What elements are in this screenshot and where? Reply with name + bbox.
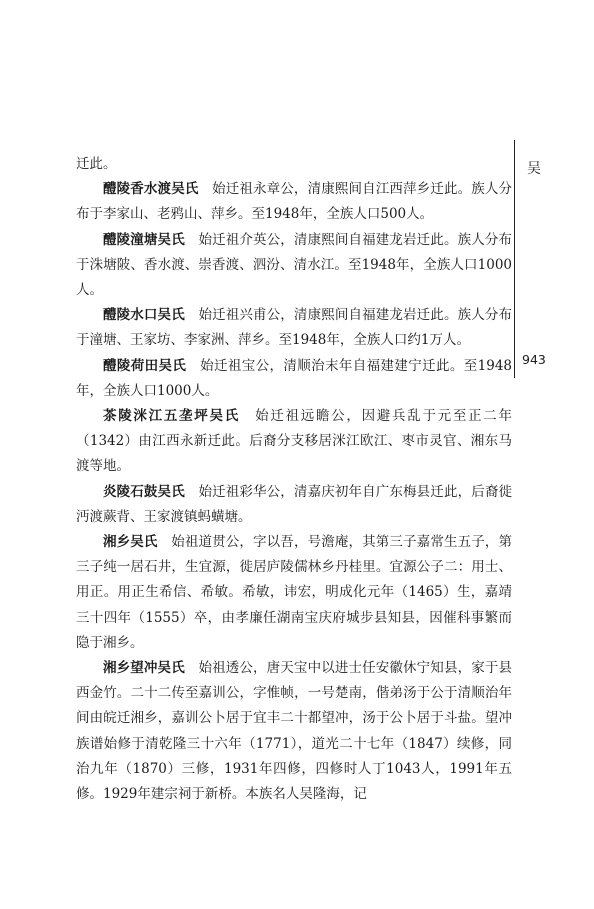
entry-heading: 醴陵香水渡吴氏 [103,181,199,198]
main-text [76,152,512,807]
entry-body: 始迁祖兴甫公，清康熙间自福建龙岩迁此。族人分布于潼塘、王家坊、李家洲、萍乡。至1948年，全族人口约1万人。 [76,307,512,349]
entry-heading: 醴陵水口吴氏 [103,307,185,324]
entry-body: 始祖透公，唐天宝中以进士任安徽休宁知县，家于县西金竹。二十二传至嘉训公，字惟帧，一号楚南，偕弟汤于公于清顺治年间由皖迁湘乡，嘉训公卜居于宜丰二十都望冲，汤于公卜居于斗盐。望冲族谱始修于清乾隆三十六年（1771），道光二十七年（1847）续修，同治九年（1870）三修，1931年四修，四修时人丁1043人，1991年五修。1929年建宗祠于新桥。本族名人吴隆海，记 [76,660,512,803]
entry-heading: 湘乡吴氏 [103,534,158,551]
entry-heading: 炎陵石鼓吴氏 [103,483,185,500]
entry-body: 始迁祖介英公，清康熙间自福建龙岩迁此。族人分布于洙塘陂、香水渡、崇香渡、泗汾、清水江。至1948年，全族人口1000人。 [76,231,512,299]
entry-body: 始祖道贯公，字以吾，号澹庵，其第三子嘉常生五子，第三子纯一居石井，生宜源，徙居庐陵儒林乡丹桂里。宜源公子二：用士、用正。用正生希信、希敏。希敏，讳宏，明成化元年（1465）生，嘉靖三十四年（1555）卒，由孝廉任湖南宝庆府城步县知县，因催科事繁而隐于湘乡。 [76,534,513,651]
entry-liling-xiangshuidu [76,177,512,227]
running-surname: 吴 [527,161,541,177]
entry-liling-hetian [76,354,512,404]
entry-liling-tongtang [76,228,512,304]
entry-heading: 湘乡望冲吴氏 [103,660,185,677]
entry-liling-shuikou [76,303,512,353]
entry-body: 始迁祖远瞻公，因避兵乱于元至正二年（1342）由江西永新迁此。后裔分支移居洣江欧江、枣市灵官、湘东马渡等地。 [76,408,513,475]
entry-xiangxiang-wangchong [76,656,512,807]
entry-yanling-shigu [76,480,512,530]
margin-divider [514,140,515,378]
entry-heading: 茶陵洣江五垄坪吴氏 [103,408,240,425]
entry-heading: 醴陵荷田吴氏 [103,357,187,374]
paragraph-body: 迁此。 [76,156,117,172]
entry-chaling-wulongping [76,404,512,480]
entry-body: 始迁祖宝公，清顺治末年自福建建宁迁此。至1948年，全族人口1000人。 [76,357,513,399]
entry-heading: 醴陵潼塘吴氏 [103,231,185,248]
entry-body: 始迁祖彩华公，清嘉庆初年自广东梅县迁此，后裔徙沔渡蕨背、王家渡镇蚂蟥塘。 [76,483,512,525]
entry-body: 始迁祖永章公，清康熙间自江西萍乡迁此。族人分布于李家山、老鸦山、萍乡。至1948年，全族人口500人。 [76,181,513,223]
page-number: 943 [522,352,546,367]
entry-xiangxiang [76,530,512,656]
paragraph-continuation [76,152,512,177]
